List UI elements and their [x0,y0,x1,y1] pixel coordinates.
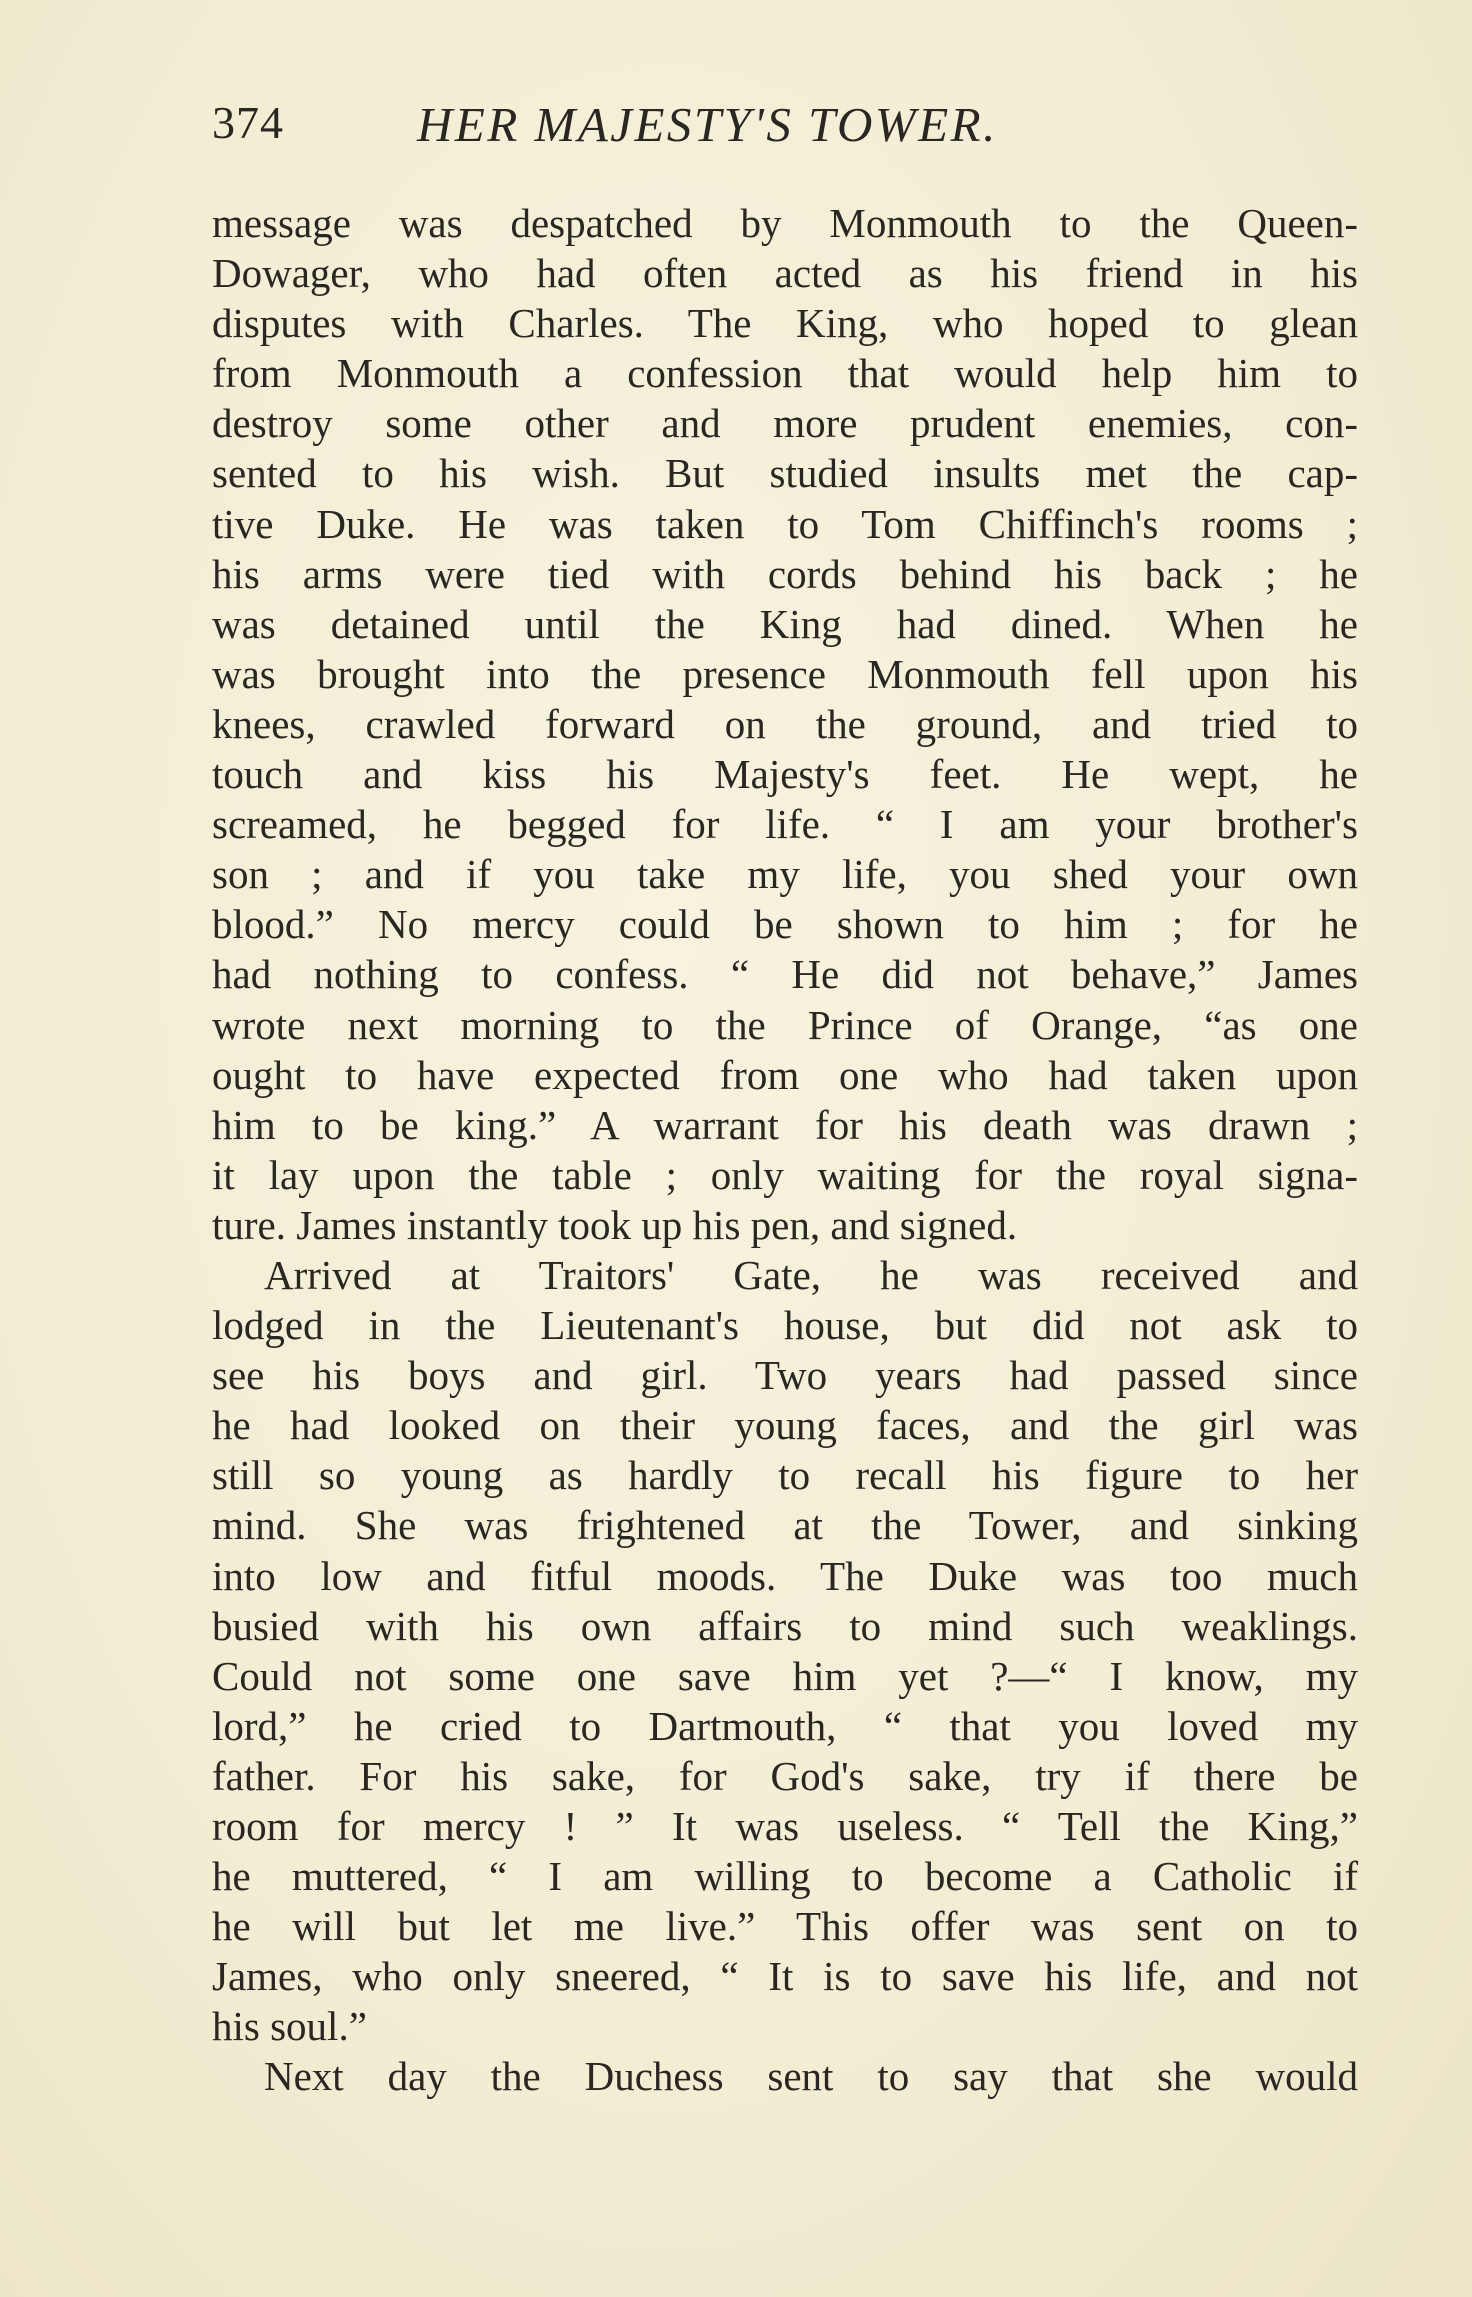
text-line: lodged in the Lieutenant's house, but did not ask to [212,1302,1358,1349]
paragraph-end-line: ture. James instantly took up his pen, and signed. [212,1201,1018,1248]
body-text [212,198,1358,2102]
text-line: knees, crawled forward on the ground, and tried to [212,700,1358,747]
text-line: was detained until the King had dined. When he [212,600,1358,647]
text-line: it lay upon the table ; only waiting for the royal signa- [212,1151,1358,1198]
text-line: see his boys and girl. Two years had passed since [212,1352,1358,1399]
text-line: disputes with Charles. The King, who hoped to glean [212,300,1358,347]
text-line: touch and kiss his Majesty's feet. He wept, he [212,751,1358,798]
page-number: 374 [212,97,284,148]
text-line: from Monmouth a confession that would help him to [212,350,1358,397]
text-line: his arms were tied with cords behind his back ; he [212,550,1358,597]
paragraph-end-line: his soul.” [212,2003,367,2050]
text-line: had nothing to confess. “ He did not behave,” James [212,951,1358,998]
text-line: destroy some other and more prudent enemies, con- [212,400,1358,447]
text-line: him to be king.” A warrant for his death was drawn ; [212,1101,1358,1148]
text-line: message was despatched by Monmouth to the Queen- [212,200,1358,246]
text-line: was brought into the presence Monmouth fell upon his [212,650,1358,697]
text-line: tive Duke. He was taken to Tom Chiffinch's rooms ; [212,500,1358,547]
text-line: sented to his wish. But studied insults met the cap- [212,450,1358,497]
text-line: Dowager, who had often acted as his friend in his [212,250,1358,297]
text-line: he had looked on their young faces, and the girl was [212,1402,1358,1449]
text-line: son ; and if you take my life, you shed your own [212,851,1358,898]
page-header [212,96,1372,156]
text-line: ought to have expected from one who had taken upon [212,1051,1358,1098]
text-line: into low and fitful moods. The Duke was too much [212,1552,1358,1599]
text-line: screamed, he begged for life. “ I am your brother's [212,801,1358,848]
text-line: busied with his own affairs to mind such weaklings. [212,1602,1358,1649]
text-line: wrote next morning to the Prince of Orange, “as one [212,1001,1358,1048]
text-line: Could not some one save him yet ?—“ I know, my [212,1652,1358,1699]
text-line: he will but let me live.” This offer was sent on to [212,1903,1358,1950]
paragraph-start-line: Arrived at Traitors' Gate, he was received and [264,1251,1358,1298]
text-line: still so young as hardly to recall his figure to her [212,1452,1358,1499]
text-line: he muttered, “ I am willing to become a Catholic if [212,1853,1358,1900]
text-line: mind. She was frightened at the Tower, and sinking [212,1502,1358,1549]
text-line: father. For his sake, for God's sake, try if there be [212,1752,1358,1799]
text-line: blood.” No mercy could be shown to him ; for he [212,901,1358,948]
running-title: HER MAJESTY'S TOWER. [417,97,998,152]
text-line: James, who only sneered, “ It is to save his life, and not [212,1953,1358,2000]
text-line: lord,” he cried to Dartmouth, “ that you loved my [212,1702,1358,1749]
text-line: room for mercy ! ” It was useless. “ Tell the King,” [212,1803,1358,1849]
paragraph-start-line: Next day the Duchess sent to say that she would [264,2053,1358,2100]
